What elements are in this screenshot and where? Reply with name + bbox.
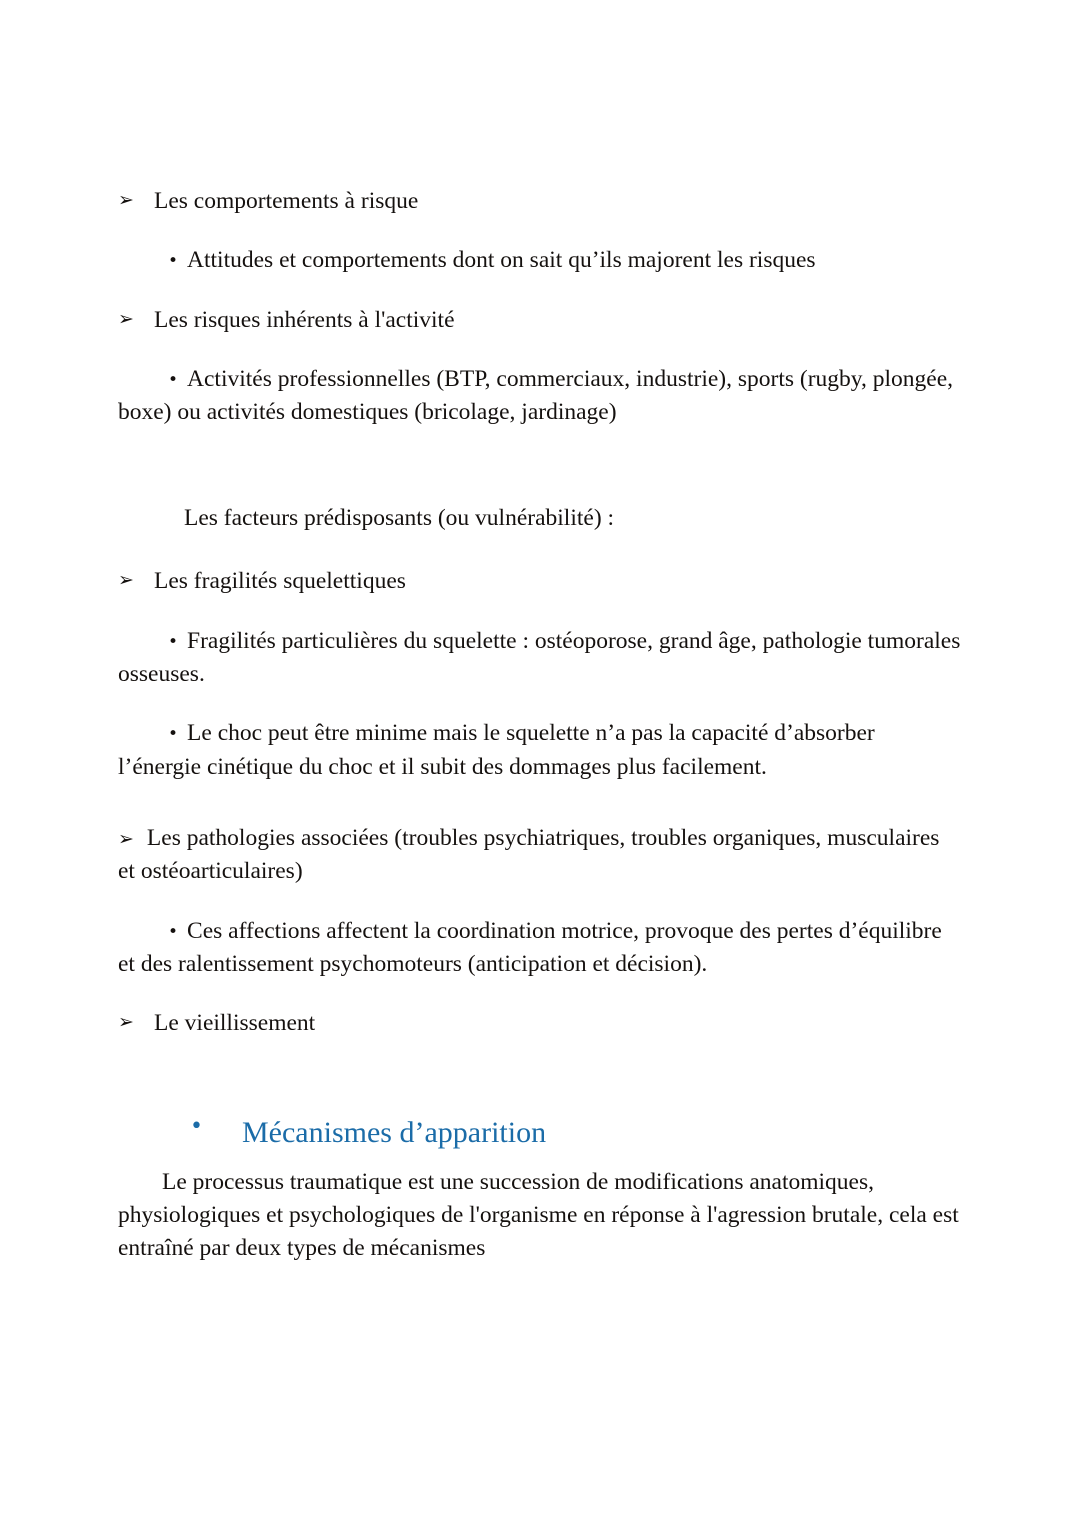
list-item-associated-pathologies-detail (118, 915, 962, 982)
list-item-associated-pathologies (118, 822, 962, 889)
list-item-label: Ces affections affectent la coordination motrice, provoque des pertes d’équilibre et des ralentissement psychomoteurs (anticipation et décision). (118, 917, 942, 978)
arrow-bullet-icon: ➢ (118, 307, 134, 330)
arrow-bullet-icon: ➢ (118, 1011, 134, 1034)
list-item-label: Le choc peut être minime mais le squelette n’a pas la capacité d’absorber l’énergie cinétique du choc et il subit des dommages plus facilement. (118, 720, 875, 780)
arrow-bullet-icon: ➢ (118, 189, 134, 211)
round-bullet-icon: • (168, 921, 179, 942)
spacer (118, 549, 962, 565)
spacer (118, 228, 962, 244)
list-item-skeletal-fragility-detail-a (118, 625, 962, 692)
section-heading-mechanisms (118, 1113, 962, 1152)
list-item-label: Fragilités particulières du squelette : ostéoporose, grand âge, pathologie tumorales osseuses. (118, 627, 961, 687)
list-item-risk-behaviours-detail (118, 244, 962, 277)
list-item-label: Les pathologies associées (troubles psychiatriques, troubles organiques, musculaires et ostéoarticulaires) (118, 824, 940, 885)
spacer (118, 288, 962, 304)
section-gap (118, 1051, 962, 1113)
spacer (118, 701, 962, 717)
list-item-skeletal-fragility (118, 565, 962, 598)
spacer (118, 899, 962, 915)
list-item-label: Les fragilités squelettiques (154, 568, 406, 595)
list-item-skeletal-fragility-detail-b (118, 717, 962, 784)
list-item-label: Activités professionnelles (BTP, commerciaux, industrie), sports (rugby, plongée, boxe) ou activités domestiques (bricolage, jardinage) (118, 366, 954, 426)
list-item-label: Le vieillissement (154, 1010, 316, 1037)
list-item-ageing (118, 1007, 962, 1040)
arrow-bullet-icon: ➢ (118, 827, 134, 850)
spacer (118, 991, 962, 1007)
subsection-title-predisposing-factors: Les facteurs prédisposants (ou vulnérabilité) : (184, 504, 615, 531)
list-item-risk-behaviours (118, 185, 962, 218)
list-item-label: Les risques inhérents à l'activité (154, 306, 455, 333)
arrow-bullet-icon: ➢ (118, 569, 134, 592)
section-heading-label: Mécanismes d’apparition (242, 1115, 547, 1149)
section-gap (118, 440, 962, 502)
round-bullet-icon: • (190, 1113, 203, 1139)
list-item-label: Les comportements à risque (154, 188, 419, 214)
list-item-label: Attitudes et comportements dont on sait qu’ils majorent les risques (187, 247, 816, 274)
round-bullet-icon: • (168, 370, 179, 391)
round-bullet-icon: • (168, 631, 179, 652)
list-item-activity-risks (118, 304, 962, 337)
spacer (118, 794, 962, 822)
round-bullet-icon: • (168, 724, 179, 745)
spacer (118, 347, 962, 363)
paragraph-mechanisms: Le processus traumatique est une succession de modifications anatomiques, physiologiques et psychologiques de l'organisme en réponse à l'agression brutale, cela est entraîné par deux types de mécanismes (118, 1168, 959, 1262)
list-item-activity-risks-detail (118, 363, 962, 430)
round-bullet-icon: • (168, 251, 179, 272)
spacer (118, 609, 962, 625)
